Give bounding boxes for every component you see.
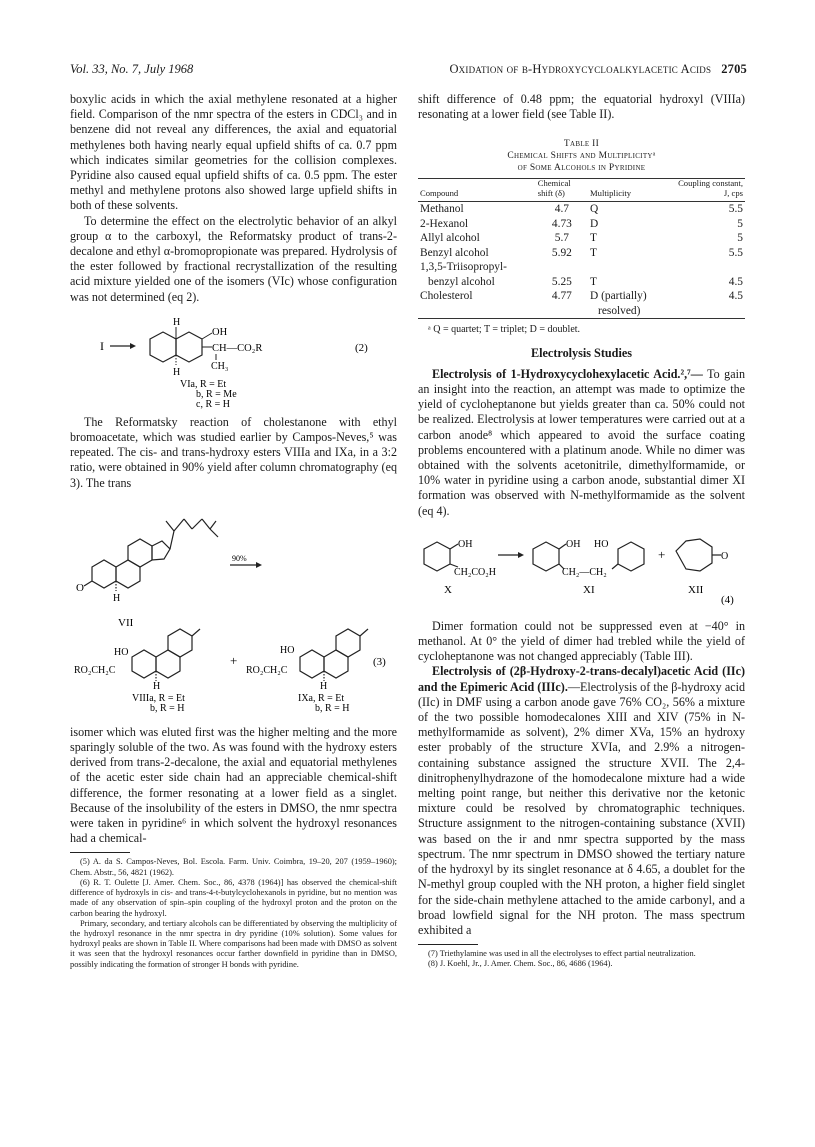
svg-text:HO: HO bbox=[280, 644, 295, 656]
left-column bbox=[70, 92, 397, 970]
table-row: Methanol 4.7 Q 5.5 bbox=[420, 203, 743, 216]
svg-text:OH: OH bbox=[566, 538, 581, 550]
svg-text:b, R = H: b, R = H bbox=[315, 702, 350, 714]
svg-text:H: H bbox=[113, 592, 121, 604]
eq-reactant: I bbox=[100, 338, 104, 353]
svg-text:XI: XI bbox=[583, 583, 595, 596]
svg-text:(2): (2) bbox=[355, 341, 368, 354]
paragraph: The Reformatsky reaction of cholestanone with ethyl bromoacetate, which was studied earlier by Campos-Neves,⁵ was repeated. The cis- and trans-hydroxy esters VIIIa and IXa, in a 3:2 ratio, were obtained in 90% yield after column chromatography (eq 3). The trans bbox=[70, 414, 397, 490]
svg-text:IXa, R = Et: IXa, R = Et bbox=[298, 692, 345, 704]
svg-text:RO₂CH₂C: RO₂CH₂C bbox=[74, 664, 116, 676]
svg-text:VII: VII bbox=[118, 616, 134, 629]
paragraph: To determine the effect on the electrolytic behavior of an alkyl group α to the carboxyl, the Reformatsky product of trans-2-decalone and ethyl α-bromopropionate was prepared. Hydrolysis of the ester followed by fractional recrystallization of the resulting acid mixture yielded one of the isomers (VIc) whose configuration was not determined (eq 2). bbox=[70, 213, 397, 304]
electrolysis-scheme-4 bbox=[418, 527, 745, 605]
table-row: resolved) bbox=[598, 304, 641, 317]
svg-text:+: + bbox=[230, 652, 238, 668]
table-header: Multiplicity bbox=[588, 179, 673, 202]
decalin-ring-a bbox=[150, 332, 176, 362]
product-ix bbox=[300, 629, 368, 681]
svg-text:b, R = H: b, R = H bbox=[150, 702, 185, 714]
steroid-vii bbox=[84, 519, 218, 591]
footnote-8: (8) J. Koehl, Jr., J. Amer. Chem. Soc., 86, 4686 (1964). bbox=[428, 959, 613, 969]
svg-text:CH₃: CH₃ bbox=[211, 360, 229, 372]
table-header: Chemical shift (δ) bbox=[536, 179, 588, 202]
svg-text:HO: HO bbox=[114, 646, 129, 658]
table-header: Coupling constant, J, cps bbox=[673, 179, 745, 202]
svg-text:H: H bbox=[173, 316, 181, 328]
svg-text:(4): (4) bbox=[721, 593, 734, 606]
svg-text:H: H bbox=[153, 680, 161, 692]
table-row: 1,3,5-Triisopropyl- bbox=[420, 261, 507, 274]
svg-text:+: + bbox=[658, 546, 666, 562]
reformatsky-scheme-2 bbox=[70, 305, 397, 410]
equation-3 bbox=[70, 491, 397, 714]
cholestanone-reformatsky-scheme bbox=[70, 491, 397, 714]
paragraph: Electrolysis of (2β-Hydroxy-2-trans-decalyl)acetic Acid (IIc) and the Epimeric Acid (IIIc).—Electrolysis of the β-hydroxy acid (IIc) in DMF using a carbon anode gave 76% CO₂, 56% a mixture of the two possible homodecalones XIII and XIV (75% in N-methylformamide as solvent), 2% dimer XVa, 15% an hydroxy ester probably of the structure XVIa, and 2.9% a nitrogen-containing substance assigned the structure XVII. The 2,4-dinitrophenylhydrazone of the homodecalone mixture had a wide melting point range, but neither this derivative nor the ketonic mixture could be resolved by chromatographic techniques. Structure assignment to the nitrogen-containing substance (XVII) was based on the ir and nmr spectra supported by the mass spectrum. The nmr spectrum in DMSO showed the tertiary nature of the hydroxyl by its singlet resonance at δ 4.65, a doublet for the N-methyl group coupled with the NH proton, a higher field singlet for the side-chain methylene attached to the amide carbonyl, and a broad lowfield signal for the NH proton. The mass spectrum exhibited a bbox=[418, 664, 745, 937]
footnote-rule bbox=[70, 852, 130, 853]
right-column bbox=[418, 92, 745, 970]
paragraph-heading: Electrolysis of 1-Hydroxycyclohexylacetic Acid.²,⁷— bbox=[432, 366, 703, 381]
svg-text:XII: XII bbox=[688, 583, 704, 596]
paragraph-heading: Electrolysis of (2β-Hydroxy-2-trans-decalyl)acetic Acid (IIc) and the Epimeric Acid (IIIc). bbox=[418, 664, 745, 694]
svg-text:OH: OH bbox=[458, 538, 473, 550]
footnote-rule bbox=[418, 944, 478, 945]
table-title-line1: Chemical Shifts and Multiplicityᵃ bbox=[507, 151, 656, 162]
cyclohexane-ring-xi-a bbox=[533, 542, 559, 571]
table-row: Cholesterol 4.77 D (partially) 4.5 bbox=[420, 290, 743, 303]
svg-text:b, R = Me: b, R = Me bbox=[196, 388, 237, 400]
table-title-line2: of Some Alcohols in Pyridine bbox=[517, 163, 646, 174]
section-heading: Electrolysis Studies bbox=[530, 345, 632, 360]
svg-text:(3): (3) bbox=[373, 655, 386, 668]
paragraph: Dimer formation could not be suppressed even at −40° in methanol. At 0° the yield of dimer had trebled while the yield of cycloheptanone was not changed appreciably (Table III). bbox=[418, 618, 745, 664]
svg-text:O: O bbox=[721, 550, 729, 562]
svg-text:RO₂CH₂C: RO₂CH₂C bbox=[246, 664, 288, 676]
svg-text:O: O bbox=[76, 581, 84, 594]
svg-text:CH₂—CH₂: CH₂—CH₂ bbox=[562, 566, 607, 578]
cyclohexane-ring-xi-b bbox=[618, 542, 644, 571]
svg-text:CH₂CO₂H: CH₂CO₂H bbox=[454, 566, 496, 578]
table-ii bbox=[418, 178, 745, 319]
journal-volume-header: Vol. 33, No. 7, July 1968 bbox=[70, 62, 194, 76]
table-row: 2-Hexanol 4.73 D 5 bbox=[420, 217, 743, 230]
svg-text:CH—CO₂R: CH—CO₂R bbox=[212, 342, 263, 354]
table-row: Benzyl alcohol 5.92 T 5.5 bbox=[420, 246, 743, 259]
footnote-5: (5) A. da S. Campos-Neves, Bol. Escola. Farm. Univ. Coimbra, 19–20, 207 (1959–1960); Chem. Abstr., 56, 4821 (1962). bbox=[70, 857, 397, 877]
svg-text:OH: OH bbox=[212, 326, 228, 338]
equation-4 bbox=[418, 527, 745, 605]
svg-text:H: H bbox=[173, 366, 181, 378]
svg-text:HO: HO bbox=[594, 538, 609, 550]
running-title-header bbox=[449, 62, 747, 77]
decalin-ring-b bbox=[176, 332, 202, 362]
table-footnote: ᵃ Q = quartet; T = triplet; D = doublet. bbox=[428, 324, 581, 336]
footnote-6-continued: Primary, secondary, and tertiary alcohols can be differentiated by observing the multiplicity of the hydroxyl resonance in the nmr spectra in dry pyridine (10% solution). Some values for hydroxyl peaks are shown in Table II. Where comparisons had been made with DMSO as solvent it was seen that the hydroxyl resonances occur farther downfield in pyridine than in DMSO, possibly indicating the formation of stronger H bonds with pyridine. bbox=[70, 918, 397, 969]
svg-text:H: H bbox=[320, 680, 328, 692]
equation-2 bbox=[70, 305, 397, 410]
cycloheptanone-ring bbox=[676, 539, 712, 571]
footnote-6: (6) R. T. Oulette [J. Amer. Chem. Soc., 86, 4378 (1964)] has observed the chemical-shift difference of hydroxyls in cis- and trans-4-t-butylcyclohexanols in pyridine, but no mention was made of any observation of spin–spin coupling of the hydroxyl proton and the proton on the carbon bearing the hydroxyl. bbox=[70, 877, 397, 918]
svg-text:VIIIa, R = Et: VIIIa, R = Et bbox=[132, 692, 185, 704]
table-label: Table II bbox=[563, 139, 600, 150]
paragraph: boxylic acids in which the axial methylene resonated at a higher field. Comparison of the nmr spectra of the esters in CDCl₃ and in benzene did not reveal any differences, the axial and equatorial methylenes both having nearly equal upfield shifts of ca. 0.7 ppm which indicates similar geometries for the collision complexes. Pyridine also caused equal upfield shifts of ca. 0.5 ppm. The ester methyl and methylene protons also showed large upfield shifts in both of these solvents. bbox=[70, 92, 397, 213]
paragraph: isomer which was eluted first was the higher melting and the more sparingly soluble of the two. As was found with the hydroxy esters derived from trans-2-decalone, the axial and equatorial methylenes of the acetic ester side chain had an appreciable chemical-shift difference, the former resonating at a lower field as a singlet. Because of the insolubility of the esters in DMSO, the nmr spectra were taken in pyridine⁶ in which solvent the hydroxyl resonances had a chemical- bbox=[70, 724, 397, 846]
svg-text:X: X bbox=[444, 583, 452, 596]
table-caption bbox=[418, 138, 745, 174]
paragraph: Electrolysis of 1-Hydroxycyclohexylacetic Acid.²,⁷— To gain an insight into the reaction, an attempt was made to optimize the yield of cycloheptanone but yields greater than ca. 50% could not be realized. Electrolysis at lower temperatures were carried out at a carbon anode⁸ which appeared to avoid the surface coating problems encountered with a platinum anode. While no dimer was obtained with the solvents acetonitrile, dimethylformamide, or 10% water in pyridine using a carbon anode, substantial dimer XI formation was observed with N-methylformamide as the solvent (eq 4). bbox=[418, 366, 745, 518]
svg-text:VIa, R = Et: VIa, R = Et bbox=[180, 378, 227, 390]
cyclohexane-ring-x bbox=[424, 542, 450, 571]
paragraph: shift difference of 0.48 ppm; the equatorial hydroxyl (VIIIa) resonating at a lower field (see Table II). bbox=[418, 92, 745, 122]
table-row: Allyl alcohol 5.7 T 5 bbox=[420, 232, 743, 245]
page-number: 2705 bbox=[721, 62, 747, 76]
running-title: Oxidation of β-Hydroxycycloalkylacetic Acids bbox=[449, 62, 712, 76]
product-viii bbox=[132, 629, 200, 681]
table-header: Compound bbox=[418, 179, 536, 202]
svg-text:90%: 90% bbox=[232, 553, 247, 563]
svg-text:c, R = H: c, R = H bbox=[196, 398, 230, 410]
footnote-7: (7) Triethylamine was used in all the electrolyses to effect partial neutralization. bbox=[428, 949, 696, 959]
table-row: benzyl alcohol 5.25 T 4.5 bbox=[428, 275, 743, 288]
